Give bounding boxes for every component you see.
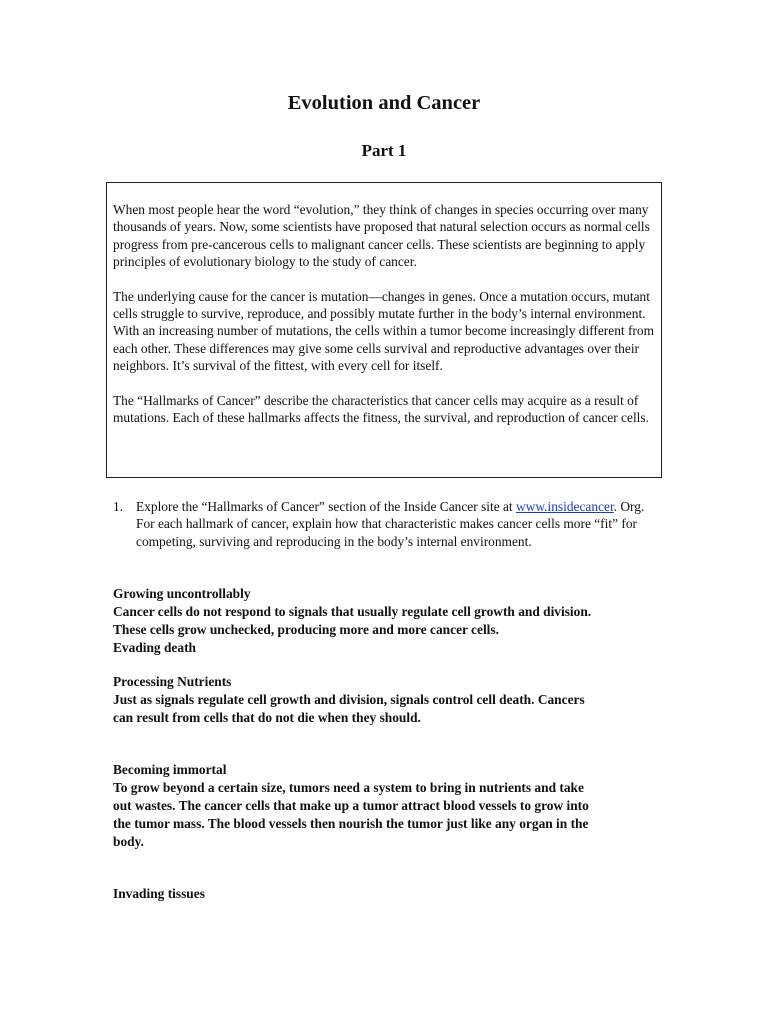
question-text-start: Explore the “Hallmarks of Cancer” section of the Inside Cancer site at: [136, 499, 516, 514]
question-1: [113, 498, 658, 550]
question-text: [136, 498, 658, 550]
answer-text-line: the tumor mass. The blood vessels then nourish the tumor just like any organ in the: [113, 816, 589, 831]
question-number: 1.: [113, 499, 124, 514]
answer-heading-immortal: Becoming immortal: [113, 762, 227, 777]
answer-text-line: To grow beyond a certain size, tumors need a system to bring in nutrients and take: [113, 780, 584, 795]
insidecancer-link[interactable]: www.insidecancer: [516, 499, 614, 514]
answer-text-line: Just as signals regulate cell growth and division, signals control cell death. Cancers: [113, 692, 585, 707]
answers-section: [113, 585, 658, 903]
intro-text-box: [106, 182, 662, 478]
intro-paragraph-2: The underlying cause for the cancer is mutation—changes in genes. Once a mutation occurs, mutant cells struggle to survive, reproduce, and possibly mutate further in the body’s internal environment. With an increasing number of mutations, the cells within a tumor become increasingly different from each other. These differences may give some cells survival and reproductive advantages over their neighbors. It’s survival of the fittest, with every cell for itself.: [113, 288, 655, 374]
answer-text-line: These cells grow unchecked, producing more and more cancer cells.: [113, 622, 499, 637]
answer-heading-evading: Evading death: [113, 640, 196, 655]
intro-paragraph-1: When most people hear the word “evolution,” they think of changes in species occurring over many thousands of years. Now, some scientists have proposed that natural selection occurs as normal cells progress from pre-cancerous cells to malignant cancer cells. These scientists are beginning to apply principles of evolutionary biology to the study of cancer.: [113, 202, 650, 270]
answer-text-line: can result from cells that do not die when they should.: [113, 710, 421, 725]
part-heading: Part 1: [361, 141, 407, 160]
document-title: Evolution and Cancer: [287, 92, 481, 114]
answer-text-line: Cancer cells do not respond to signals that usually regulate cell growth and division.: [113, 604, 592, 619]
answer-heading-processing: Processing Nutrients: [113, 674, 232, 689]
answer-heading-invading: Invading tissues: [113, 886, 205, 901]
answer-text-line: out wastes. The cancer cells that make up a tumor attract blood vessels to grow into: [113, 798, 589, 813]
answer-heading-growing: Growing uncontrollably: [113, 586, 251, 601]
answer-text-line: body.: [113, 834, 144, 849]
intro-paragraph-3: The “Hallmarks of Cancer” describe the characteristics that cancer cells may acquire as a result of mutations. Each of these hallmarks affects the fitness, the survival, and reproduction of cancer cells.: [113, 392, 649, 426]
question-text-end: . Org. For each hallmark of cancer, explain how that characteristic makes cancer cells more “fit” for competing, surviving and reproducing in the body’s internal environment.: [136, 499, 645, 549]
